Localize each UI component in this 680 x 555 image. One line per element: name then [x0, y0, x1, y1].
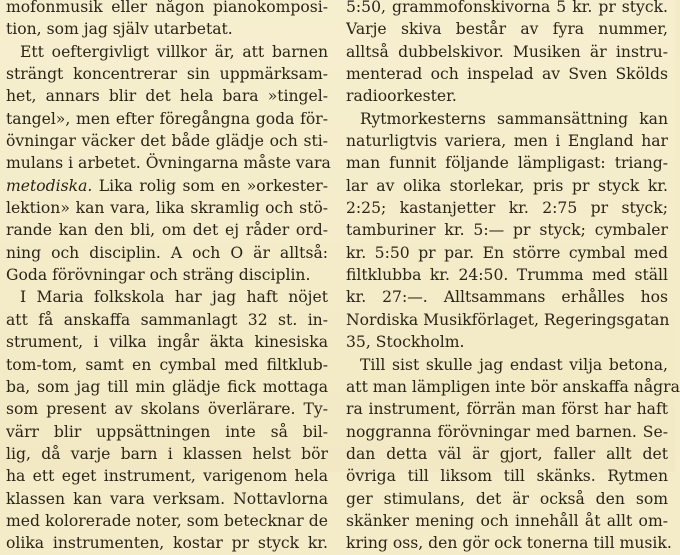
text-line: att man lämpligen inte bör anskaffa några: [346, 377, 680, 396]
text-line: radioorkester.: [346, 87, 457, 106]
text-line: naturligtvis variera, men i England har: [346, 132, 668, 151]
text-line: mulans i arbetet. Övningarna måste vara: [6, 154, 331, 173]
text-line: värr blir uppsättningen inte så bil-: [6, 422, 328, 441]
text-line: man funnit följande lämpligast: triang-: [346, 154, 668, 173]
text-line: ba, som jag till min glädje fick mottaga: [6, 377, 328, 396]
text-line: tion, som jag själv utarbetat.: [6, 20, 233, 39]
text-line: Rytmorkesterns sammansättning kan: [360, 109, 668, 128]
text-line: ger stimulans, det är också den som: [346, 489, 668, 508]
text-line: I Maria folkskola har jag haft nöjet: [20, 288, 328, 307]
text-line: 2:25; kastanjetter kr. 2:75 pr styck;: [346, 199, 668, 218]
text-line: övningar väcker det både glädje och sti-: [6, 132, 328, 151]
text-line: dan detta väl är gjort, faller allt det: [346, 444, 668, 463]
text-line: tom-tom, samt en cymbal med filtklub-: [6, 355, 328, 374]
text-line: tangel», men efter föregångna goda för-: [6, 109, 328, 128]
text-line: kring oss, den gör ock tonerna till musik.: [346, 534, 672, 553]
text-line: alltså dubbelskivor. Musiken är instru-: [346, 42, 668, 61]
text-line: som present av skolans överlärare. Ty-: [6, 400, 328, 419]
text-line: klassen kan vara verksam. Nottavlorna: [6, 489, 328, 508]
text-line: ning och disciplin. A och O är alltså:: [6, 243, 328, 262]
text-line: lar av olika storlekar, pris pr styck kr.: [346, 176, 668, 195]
right-column: [346, 0, 680, 555]
text-line: Ett oeftergivligt villkor är, att barnen: [20, 42, 328, 61]
text-line: att få anskaffa sammanlagt 32 st. in-: [6, 310, 328, 329]
text-line: olika instrumenten, kostar pr styck kr.: [6, 534, 328, 553]
text-line: Goda förövningar och sträng disciplin.: [6, 266, 311, 285]
text-line: lig, då varje barn i klassen helst bör: [6, 444, 328, 463]
text-line: filtklubba kr. 24:50. Trumma med ställ: [346, 266, 668, 285]
text-line: menterad och inspelad av Sven Skölds: [346, 65, 668, 84]
text-line: övriga till liksom till skänks. Rytmen: [346, 467, 668, 486]
text-line: rande kan den bli, om det ej råder ord-: [6, 221, 328, 240]
text-line: kr. 5:50 pr par. En större cymbal med: [346, 243, 668, 262]
text-line: med kolorerade noter, som betecknar de: [6, 511, 328, 530]
text-line: ha ett eget instrument, varigenom hela: [6, 467, 328, 486]
text-line: lektion» kan vara, lika skramlig och stö-: [6, 199, 328, 218]
text-line: Till sist skulle jag endast vilja betona,: [360, 355, 668, 374]
text-line: Varje skiva består av fyra nummer,: [346, 20, 668, 39]
left-column: [6, 0, 331, 555]
text-line: ra instrument, förrän man först har haft: [346, 400, 668, 419]
text-line: 5:50, grammofonskivorna 5 kr. pr styck.: [346, 0, 668, 16]
text-line: skänker mening och innehåll åt allt om-: [346, 511, 668, 530]
text-line: noggranna förövningar med barnen. Se-: [346, 422, 668, 441]
text-line: 35, Stockholm.: [346, 333, 465, 352]
text-line: strument, i vilka ingår äkta kinesiska: [6, 333, 328, 352]
text-line: het, annars blir det hela bara »tingel-: [6, 87, 328, 106]
text-line: metodiska. Lika rolig som en »orkester-: [6, 176, 328, 195]
text-line: mofonmusik eller någon pianokomposi-: [6, 0, 328, 16]
text-line: tamburiner kr. 5:— pr styck; cymbaler: [346, 221, 668, 240]
text-line: strängt koncentrerar sin uppmärksam-: [6, 65, 328, 84]
text-line: kr. 27:—. Alltsammans erhålles hos: [346, 288, 668, 307]
text-line: Nordiska Musikförlaget, Regeringsgatan: [346, 310, 670, 329]
